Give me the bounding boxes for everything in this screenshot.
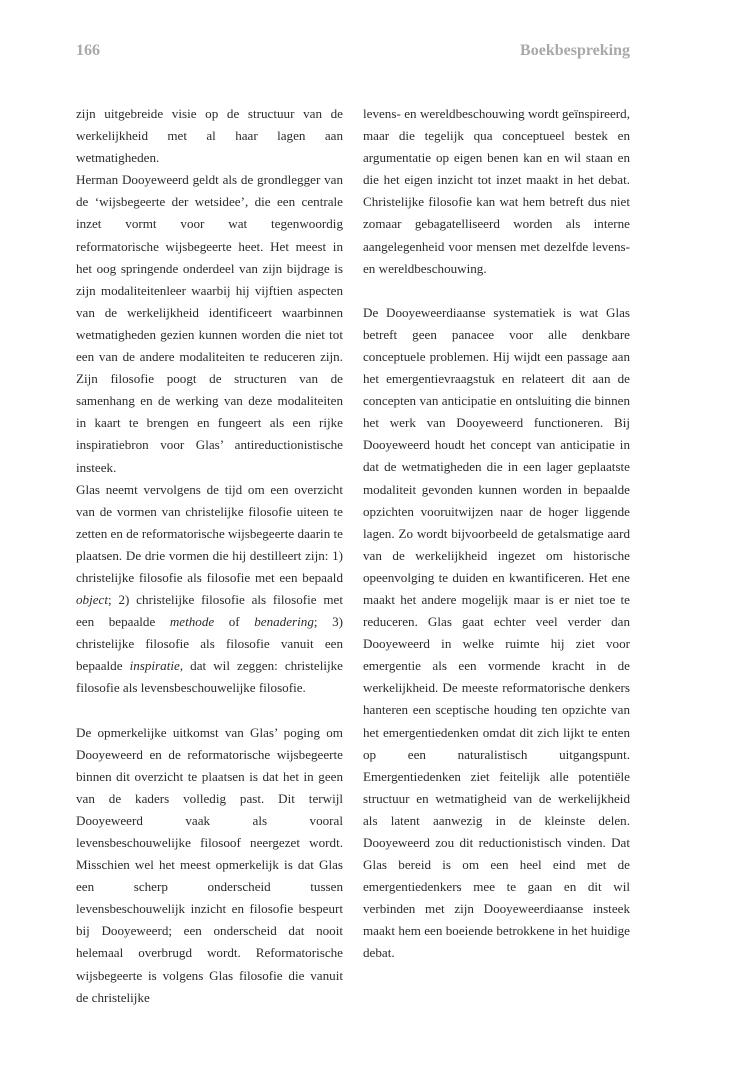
left-column [76,103,343,1009]
emphasis-object: object [76,592,108,608]
text-run: ; 2) christelijke filosofie als filosofie met een bepaalde [76,592,343,630]
paragraph: zijn uitgebreide visie op de structuur van de werkelijkheid met al haar lagen aan wetmatigheden. [76,106,343,166]
text-run: ; 3) christelijke filosofie als filosofie vanuit een bepaalde [76,614,343,674]
emphasis-methode: methode [169,614,215,630]
page-number: 166 [76,42,100,59]
emphasis-inspiratie: inspiratie [129,658,180,674]
paragraph: Herman Dooyeweerd geldt als de grondlegger van de ‘wijsbegeerte der wetsidee’, die een centrale inzet vormt voor wat tegenwoordig reformatorische wijsbegeerte heet. Het meest in het oog springende onderdeel van zijn bijdrage is zijn modaliteitenleer waarbij hij vijftien aspecten van de werkelijkheid identificeert waarbinnen wetmatigheden gezien kunnen worden die niet tot een van de andere modaliteiten te reduceren zijn. Zijn filosofie poogt de structuren van de samenhang en de werking van deze modaliteiten in kaart te brengen en fungeert als een rijke inspiratiebron voor Glas’ antireductionistische insteek. [76,172,343,475]
text-run: Glas neemt vervolgens de tijd om een overzicht van de vormen van christelijke filosofie uiteen te zetten en de reformatorische wijsbegeerte daarin te plaatsen. De drie vormen die hij destilleert zijn: 1) christelijke filosofie als filosofie met een bepaald [76,481,343,585]
paragraph: De Dooyeweerdiaanse systematiek is wat Glas betreft geen panacee voor alle denkbare conceptuele problemen. Hij wijdt een passage aan het emergentievraagstuk en relateert dit aan de concepten van anticipatie en ontsluiting die binnen het werk van Dooyeweerd functioneren. Bij Dooyeweerd houdt het concept van anticipatie in dat de wetmatigheden die in een lager geplaatste modaliteit gevonden kunnen worden in bepaalde opzichten vooruitwijzen naar de hoger liggende lagen. Zo wordt bijvoorbeeld de getalsmatige aard van de werkelijkheid ingezet om historische opeenvolging te duiden en kwantificeren. Het ene maakt het andere mogelijk maar is er niet toe te reduceren. Glas gaat echter veel verder dan Dooyeweerd in welke ruimte hij ziet voor emergentie als een vormende kracht in de werkelijkheid. De meeste reformatorische denkers hanteren een sceptische houding ten opzichte van het emergentiedenken omdat dit zich lijkt te enten op een naturalistisch uitgangspunt. Emergentiedenken ziet feitelijk alle potentiële structuur en wetmatigheid van de werkelijkheid als latent aanwezig in de kleinste delen. Dooyeweerd zou dit reductionistisch vinden. Dat Glas bereid is om een heel eind met de emergentiedenkers mee te gaan en dit wil verbinden met zijn Dooyeweerdiaanse insteek maakt hem een boeiende betrokkene in het huidige debat. [363,304,630,961]
text-run: , dat wil zeggen: christelijke filosofie als levensbeschouwelijke filosofie. [76,658,343,696]
paragraph [76,479,343,700]
text-run: of [214,614,255,630]
paragraph: levens- en wereldbeschouwing wordt geïnspireerd, maar die tegelijk qua conceptueel bestek en argumentatie op eigen benen kan en wil staan en die het eigen inzicht tot inzet maakt in het debat. Christelijke filosofie kan wat hem betreft dus niet zomaar gebagatelliseerd worden als interne aangelegenheid voor mensen met dezelfde levens- en wereldbeschouwing. [363,106,630,276]
running-header [76,39,630,63]
right-column [363,103,630,965]
paragraph: De opmerkelijke uitkomst van Glas’ poging om Dooyeweerd en de reformatorische wijsbegeerte binnen dit overzicht te plaatsen is dat het in geen van de kaders volledig past. Dit terwijl Dooyeweerd vaak als vooral levensbeschouwelijke filosoof neergezet wordt. Misschien wel het meest opmerkelijk is dat Glas een scherp onderscheid tussen levensbeschouwelijk inzicht en filosofie bespeurt bij Dooyeweerd; een onderscheid dat nooit helemaal overbrugd wordt. Reformatorische wijsbegeerte is volgens Glas filosofie die vanuit de christelijke [76,724,343,1005]
emphasis-benadering: benadering [254,614,314,630]
section-title: Boekbespreking [520,42,630,59]
